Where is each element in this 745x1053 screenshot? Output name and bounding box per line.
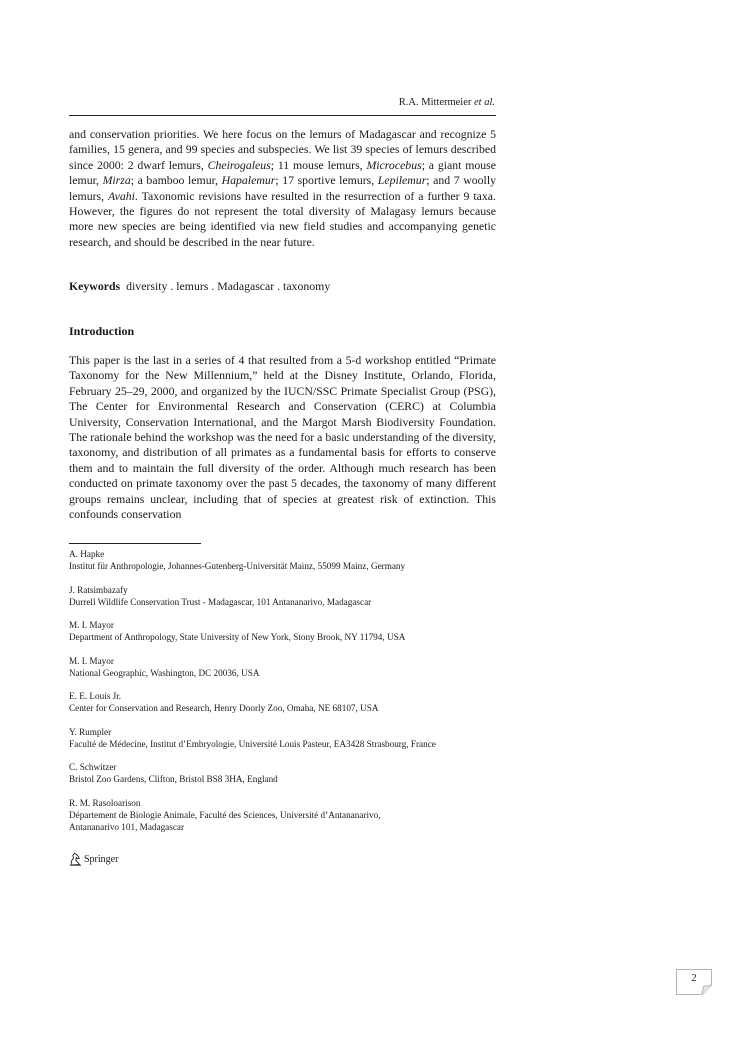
affiliation-author: M. I. Mayor [69,620,114,630]
publisher-logo [69,852,118,866]
affiliation-address: Department of Anthropology, State University of New York, Stony Brook, NY 11794, USA [69,632,406,642]
affiliation-author: E. E. Louis Jr. [69,691,122,701]
affiliation-item [69,726,509,750]
keywords [69,279,496,294]
affiliation-author: A. Hapke [69,549,105,559]
abstract-text: ; a bamboo lemur, [130,173,222,188]
affiliation-author: J. Ratsimbazafy [69,584,128,595]
introduction-body: This paper is the last in a series of 4 that resulted from a 5-d workshop entitled “Primate Taxonomy for the New Millennium,” held at the Disney Institute, Orlando, Florida, February 25–29, 2000, and organized by the IUCN/SSC Primate Specialist Group (PSG), The Center for Environmental Research and Conservation (CERC) at Columbia University, Conservation International, and the Margot Marsh Biodiversity Foundation. The rationale behind the workshop was the need for a basic understanding of the diversity, taxonomy, and distribution of all primates as a fundamental basis for efforts to conserve them and to maintain the full diversity of the order. Although much research has been conducted on primate taxonomy over the past 5 decades, the taxonomy of many different groups remains unclear, including that of species at greatest risk of extinction. This confounds conservation [69,353,496,522]
affiliation-address: Center for Conservation and Research, Henry Doorly Zoo, Omaha, NE 68107, USA [69,703,379,713]
affiliation-address-line2: Antananarivo 101, Madagascar [69,821,185,832]
affiliation-author: M. I. Mayor [69,655,114,666]
affiliation-item [69,761,509,785]
running-head-author: R.A. Mittermeier [398,97,472,108]
affiliation-item [69,690,509,714]
keywords-label: Keywords [69,279,121,293]
affiliation-address: National Geographic, Washington, DC 20036, USA [69,667,260,678]
abstract-text: and conservation priorities. We here focus on the lemurs of Madagascar and recognize 5 families, 15 genera, and 99 species and subspecies. We list 39 species of lemurs described since 2000: 2 dwarf lemurs, [69,127,496,172]
genus-name: Lepilemur [377,173,427,188]
genus-name: Microcebus [366,157,422,172]
page-number: 2 [691,973,697,984]
genus-name: Avahi [108,188,135,203]
affiliation-author: Y. Rumpler [69,726,112,737]
header-rule [69,115,496,116]
page-number-box [676,969,712,995]
footnote-rule [69,543,201,544]
abstract-continuation [69,127,496,250]
running-head [399,97,495,108]
genus-name: Cheirogaleus [207,157,271,172]
affiliation-address: Bristol Zoo Gardens, Clifton, Bristol BS8 3HA, England [69,774,278,784]
abstract-text: ; 17 sportive lemurs, [275,173,378,188]
affiliation-item [69,548,509,572]
affiliation-item [69,655,509,679]
running-head-etal: et al. [474,97,495,108]
affiliation-address: Département de Biologie Animale, Faculté des Sciences, Université d’Antananarivo, [69,809,381,820]
abstract-text: ; 11 mouse lemurs, [270,157,367,172]
affiliation-address: Durrell Wildlife Conservation Trust - Madagascar, 101 Antananarivo, Madagascar [69,596,372,607]
affiliation-item [69,584,509,608]
springer-horse-icon [69,852,82,866]
affiliations [69,548,509,844]
publisher-name: Springer [84,853,119,865]
abstract-text: ; and 7 woolly lemurs, [69,173,497,203]
genus-name: Mirza [102,173,131,188]
abstract-text: . Taxonomic revisions have resulted in the resurrection of a further 9 taxa. However, the figures do not represent the total diversity of Malagasy lemurs because more new species are being identified via new field studies and accompanying genetic research, and should be described in the near future. [69,188,496,249]
affiliation-item [69,619,509,643]
introduction-heading: Introduction [69,324,135,338]
abstract-text: ; a giant mouse lemur, [69,157,497,188]
affiliation-item [69,797,509,833]
affiliation-author: R. M. Rasoloarison [69,797,141,808]
affiliation-author: C. Schwitzer [69,762,117,772]
keywords-terms: diversity . lemurs . Madagascar . taxonomy [126,279,331,293]
affiliation-address: Institut für Anthropologie, Johannes-Gutenberg-Universität Mainz, 55099 Mainz, Germany [69,561,406,571]
genus-name: Hapalemur [221,173,276,188]
affiliation-address: Faculté de Médecine, Institut d’Embryologie, Université Louis Pasteur, EA3428 Strasbourg, France [69,738,436,749]
